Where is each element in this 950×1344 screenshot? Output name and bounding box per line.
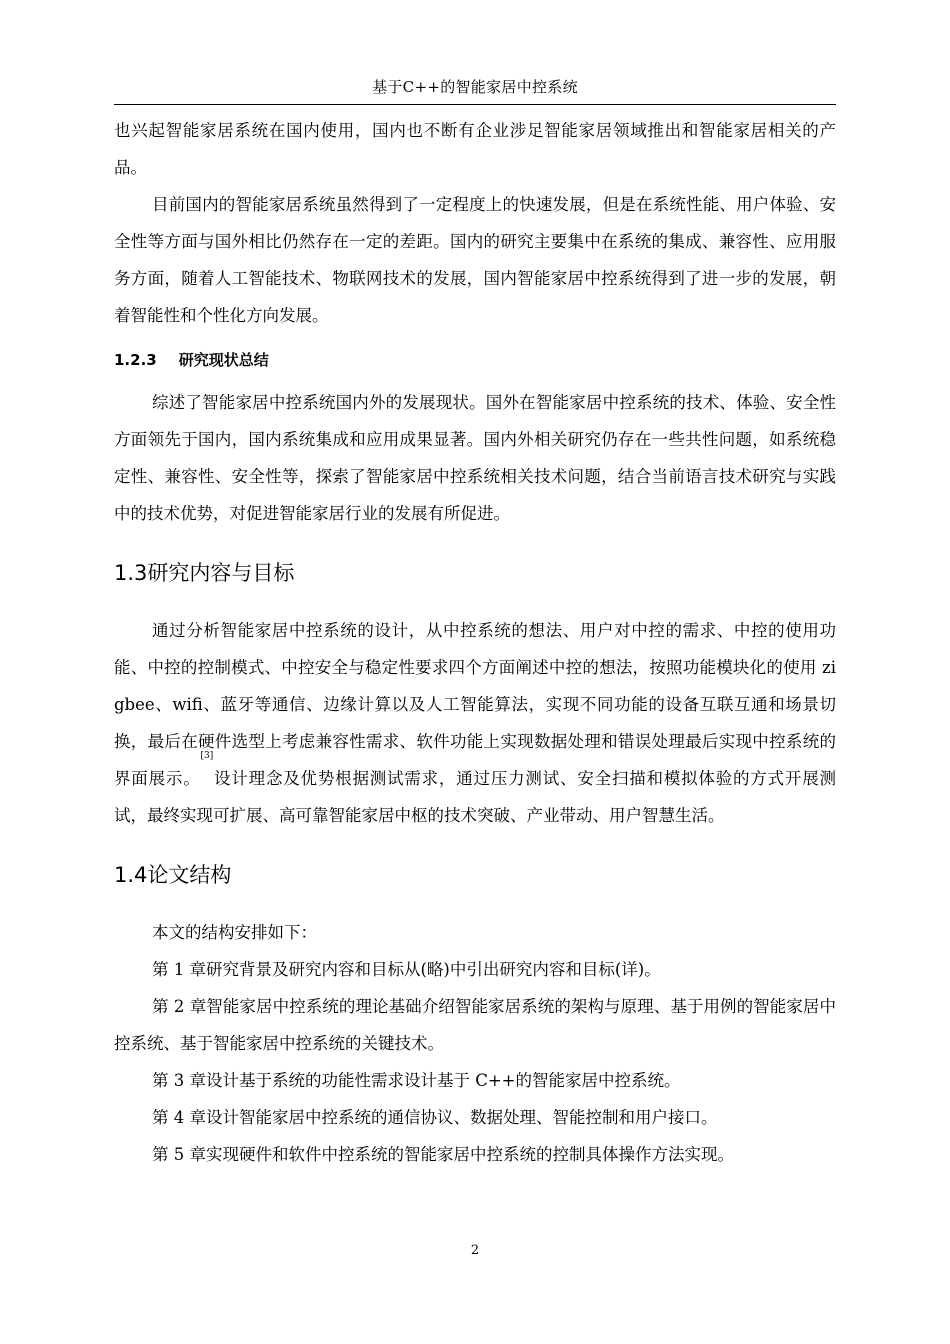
header-rule [114,104,836,105]
section-title: 研究内容与目标 [147,561,295,585]
section-1-2-3-heading [114,348,836,372]
section-1-4-heading [114,860,836,890]
chapter-item: 第 2 章智能家居中控系统的理论基础介绍智能家居系统的架构与原理、基于用例的智能家居中控系统、基于智能家居中控系统的关键技术。 [114,997,836,1053]
section-number: 1.2.3 [114,351,157,369]
page-body [114,112,836,1173]
chapter-item: 第 3 章设计基于系统的功能性需求设计基于 C++的智能家居中控系统。 [152,1071,681,1090]
paragraph-2: 目前国内的智能家居系统虽然得到了一定程度上的快速发展，但是在系统性能、用户体验、安全性等方面与国外相比仍然存在一定的差距。国内的研究主要集中在系统的集成、兼容性、应用服务方面，随着人工智能技术、物联网技术的发展，国内智能家居中控系统得到了进一步的发展，朝着智能性和个性化方向发展。 [114,195,836,325]
paragraph-1: 也兴起智能家居系统在国内使用，国内也不断有企业涉足智能家居领域推出和智能家居相关的产品。 [114,121,836,177]
paragraph-4 [114,612,836,834]
section-number: 1.4 [114,863,148,887]
chapter-item: 第 5 章实现硬件和软件中控系统的智能家居中控系统的控制具体操作方法实现。 [152,1145,734,1164]
citation-ref: [3] [200,751,214,761]
section-1-3-heading [114,558,836,588]
chapter-item: 第 1 章研究背景及研究内容和目标从(略)中引出研究内容和目标(详)。 [152,960,661,979]
page-number: 2 [470,1243,480,1258]
chapter-item: 第 4 章设计智能家居中控系统的通信协议、数据处理、智能控制和用户接口。 [152,1108,718,1127]
paragraph-4-part-a: 通过分析智能家居中控系统的设计，从中控系统的想法、用户对中控的需求、中控的使用功能、中控的控制模式、中控安全与稳定性要求四个方面阐述中控的想法，按照功能模块化的使用 zigbee、wifi、蓝牙等通信、边缘计算以及人工智能算法，实现不同功能的设备互联互通和场景切换，最后在硬件选型上考虑兼容性需求、软件功能上实现数据处理和错误处理最后实现中控系统的界面展示。 [114,621,836,788]
section-number: 1.3 [114,561,148,585]
paragraph-3: 综述了智能家居中控系统国内外的发展现状。国外在智能家居中控系统的技术、体验、安全性方面领先于国内，国内系统集成和应用成果显著。国内外相关研究仍存在一些共性问题，如系统稳定性、兼容性、安全性等，探索了智能家居中控系统相关技术问题，结合当前语言技术研究与实践中的技术优势，对促进智能家居行业的发展有所促进。 [114,393,836,523]
section-title: 研究现状总结 [178,351,269,369]
paragraph-4-part-b: 设计理念及优势根据测试需求，通过压力测试、安全扫描和模拟体验的方式开展测试，最终实现可扩展、高可靠智能家居中枢的技术突破、产业带动、用户智慧生活。 [114,769,837,825]
paragraph-5: 本文的结构安排如下： [152,923,317,942]
section-title: 论文结构 [147,863,232,887]
running-header: 基于C++的智能家居中控系统 [372,78,578,96]
